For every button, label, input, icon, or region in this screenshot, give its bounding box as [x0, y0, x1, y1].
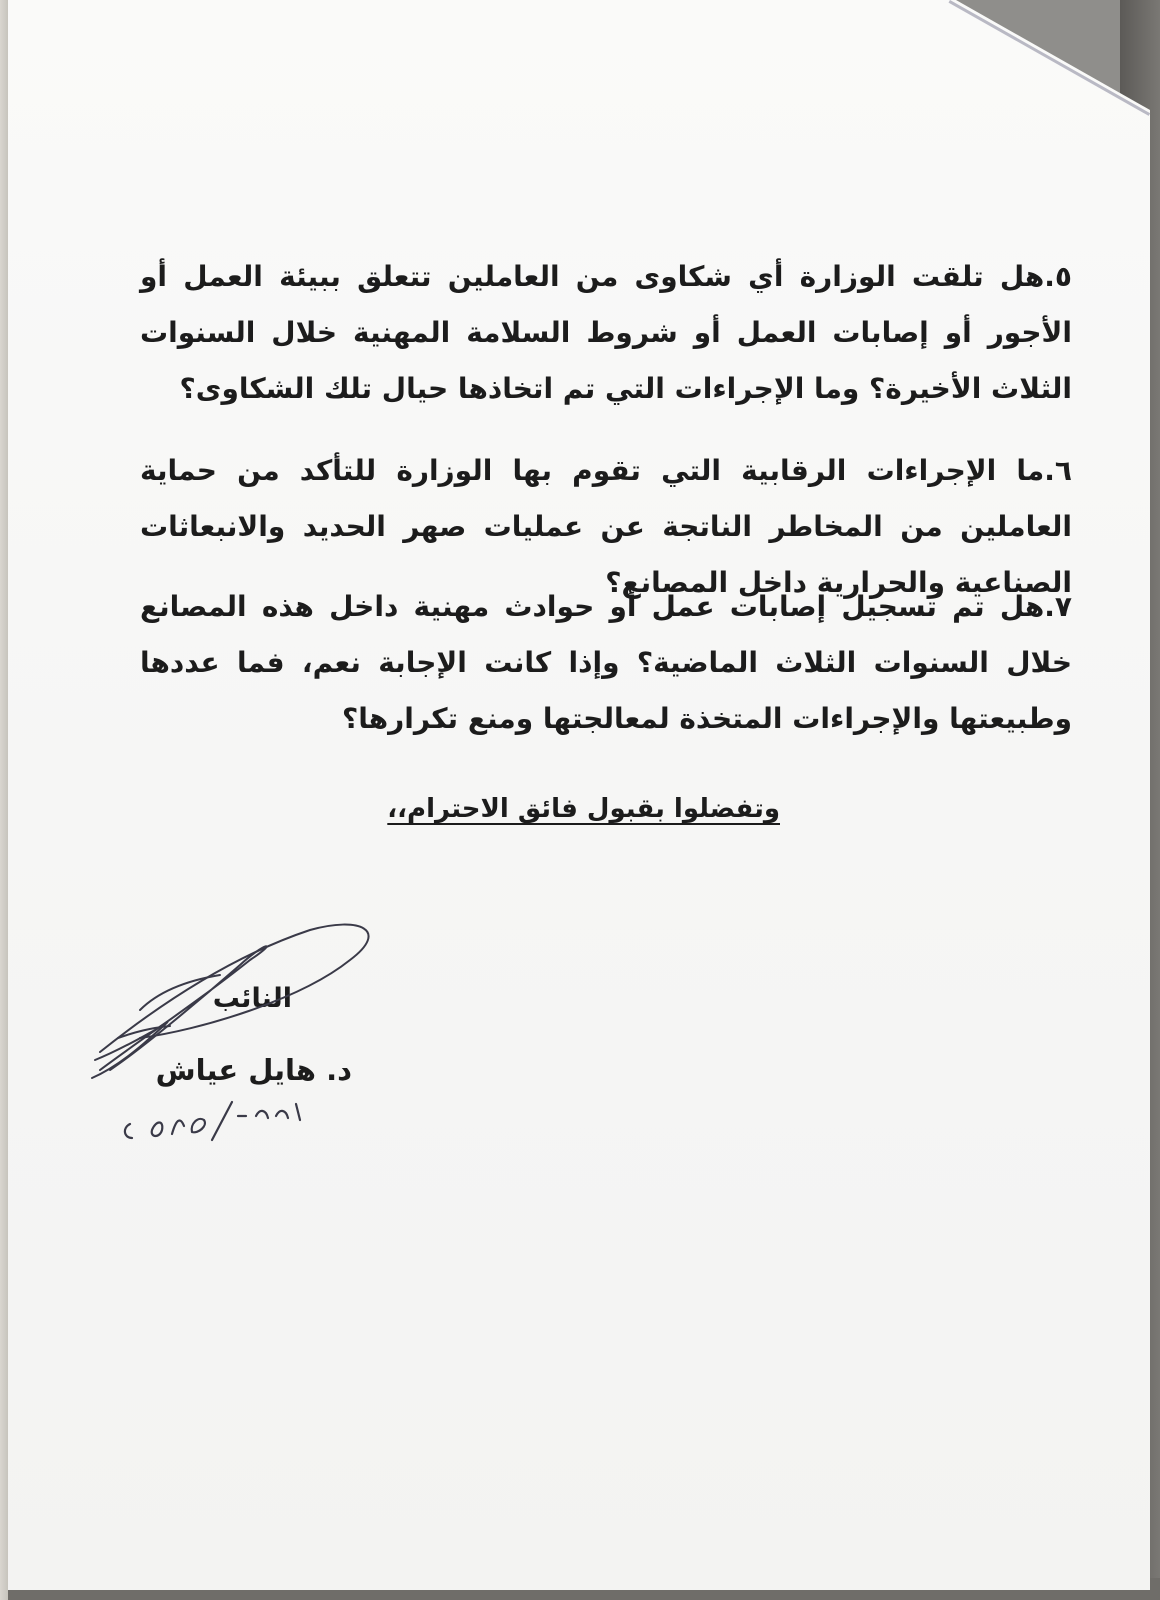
signature-name: د. هايل عياش [155, 1053, 352, 1087]
page-left-edge [0, 0, 8, 1600]
closing-line: وتفضلوا بقبول فائق الاحترام،، [387, 794, 780, 824]
question-5: ٥.هل تلقت الوزارة أي شكاوى من العاملين تتعلق ببيئة العمل أو الأجور أو إصابات العمل أو شروط السلامة المهنية خلال السنوات الثلاث الأخيرة؟ وما الإجراءات التي تم اتخاذها حيال تلك الشكاوى؟ [140, 260, 1072, 405]
handwritten-signature [80, 920, 400, 1160]
handwritten-date [125, 1102, 300, 1140]
signature-title: النائب [212, 983, 292, 1014]
question-7: ٧.هل تم تسجيل إصابات عمل أو حوادث مهنية داخل هذه المصانع خلال السنوات الثلاث الماضية؟ وإذا كانت الإجابة نعم، فما عددها وطبيعتها والإجراءات المتخذة لمعالجتها ومنع تكرارها؟ [140, 590, 1072, 735]
question-6: ٦.ما الإجراءات الرقابية التي تقوم بها الوزارة للتأكد من حماية العاملين من المخاطر الناتجة عن عمليات صهر الحديد والانبعاثات الصناعية والحرارية داخل المصانع؟ [140, 454, 1072, 599]
